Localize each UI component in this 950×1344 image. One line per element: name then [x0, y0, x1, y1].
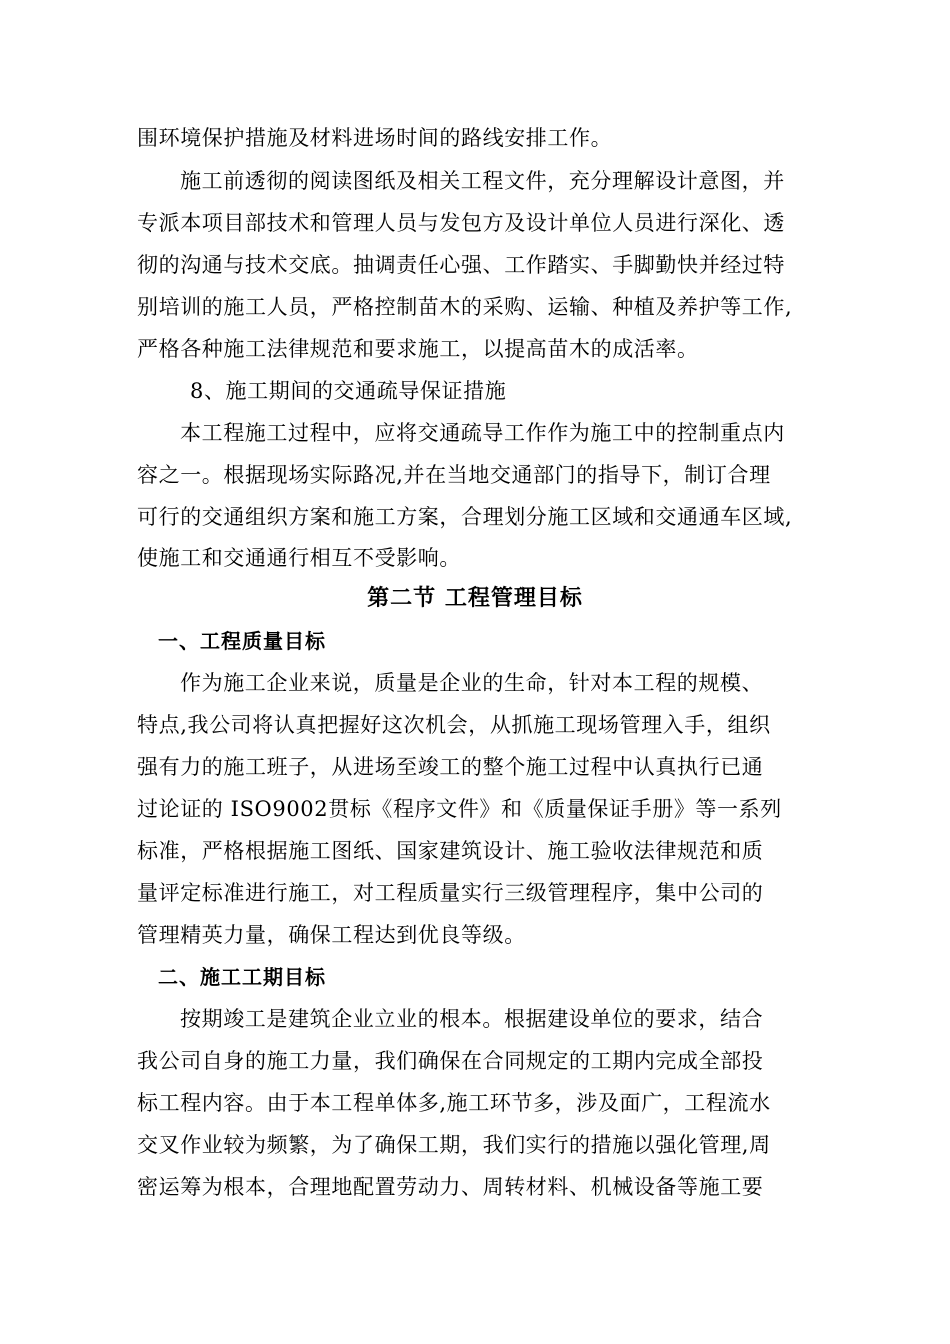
section-title: 第二节 工程管理目标	[367, 586, 583, 611]
subsection-heading-schedule: 二、施工工期目标	[158, 965, 326, 989]
paragraph-line: 围环境保护措施及材料进场时间的路线安排工作。	[137, 126, 613, 150]
paragraph-line: 容之一。根据现场实际路况,并在当地交通部门的指导下，制订合理	[137, 463, 771, 487]
paragraph-line: 严格各种施工法律规范和要求施工，以提高苗木的成活率。	[137, 337, 699, 361]
paragraph-line: 别培训的施工人员，严格控制苗木的采购、运输、种植及养护等工作,	[137, 295, 793, 319]
paragraph-line: 量评定标准进行施工，对工程质量实行三级管理程序，集中公司的	[137, 881, 764, 905]
paragraph-line: 标准，严格根据施工图纸、国家建筑设计、施工验收法律规范和质	[137, 839, 764, 863]
paragraph-line: 本工程施工过程中，应将交通疏导工作作为施工中的控制重点内	[180, 421, 785, 445]
paragraph-line: 作为施工企业来说，质量是企业的生命，针对本工程的规模、	[180, 671, 764, 695]
paragraph-line: 特点,我公司将认真把握好这次机会，从抓施工现场管理入手，组织	[137, 713, 771, 737]
subsection-heading-quality: 一、工程质量目标	[158, 629, 326, 653]
paragraph-line: 我公司自身的施工力量，我们确保在合同规定的工期内完成全部投	[137, 1049, 764, 1073]
item-heading: 8、施工期间的交通疏导保证措施	[190, 379, 507, 403]
paragraph-line: 施工前透彻的阅读图纸及相关工程文件，充分理解设计意图，并	[180, 169, 785, 193]
paragraph-line: 按期竣工是建筑企业立业的根本。根据建设单位的要求，结合	[180, 1007, 764, 1031]
paragraph-line: 标工程内容。由于本工程单体多,施工环节多，涉及面广，工程流水	[137, 1091, 771, 1115]
paragraph-line: 专派本项目部技术和管理人员与发包方及设计单位人员进行深化、透	[137, 211, 785, 235]
paragraph-line: 交叉作业较为频繁，为了确保工期，我们实行的措施以强化管理,周	[137, 1133, 771, 1157]
paragraph-line: 强有力的施工班子，从进场至竣工的整个施工过程中认真执行已通	[137, 755, 764, 779]
paragraph-line: 管理精英力量，确保工程达到优良等级。	[137, 923, 526, 947]
paragraph-line: 密运筹为根本，合理地配置劳动力、周转材料、机械设备等施工要	[137, 1175, 764, 1199]
paragraph-line: 过论证的 ISO9002贯标《程序文件》和《质量保证手册》等一系列	[137, 797, 782, 821]
paragraph-line: 彻的沟通与技术交底。抽调责任心强、工作踏实、手脚勤快并经过特	[137, 253, 785, 277]
paragraph-line: 可行的交通组织方案和施工方案，合理划分施工区域和交通通车区域,	[137, 505, 793, 529]
paragraph-line: 使施工和交通通行相互不受影响。	[137, 546, 461, 570]
